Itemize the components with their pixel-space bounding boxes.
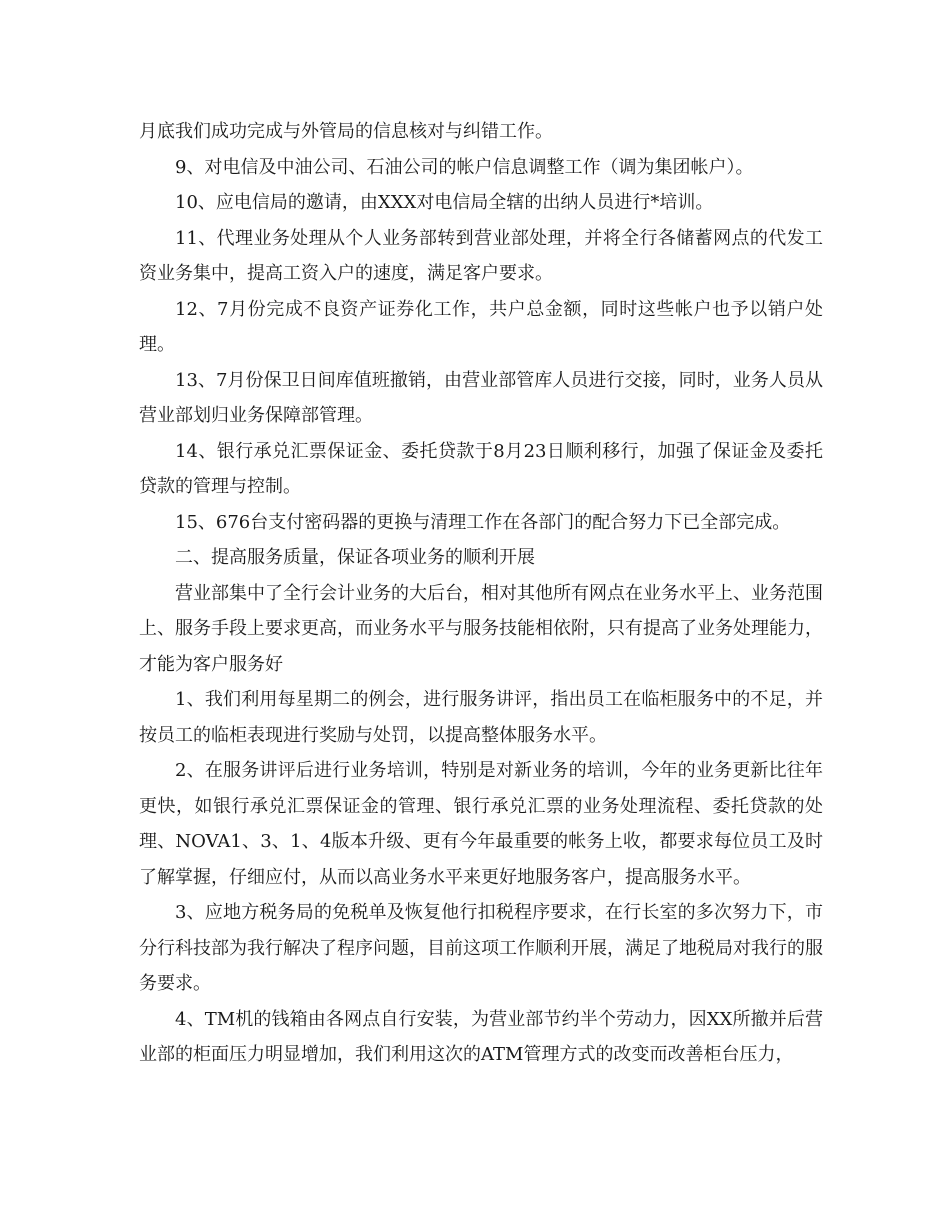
paragraph-12: 3、应地方税务局的免税单及恢复他行扣税程序要求，在行长室的多次努力下，市分行科技部为我行解决了程序问题，目前这项工作顺利开展，满足了地税局对我行的服务要求。 [139, 902, 823, 994]
paragraph-5: 13、7月份保卫日间库值班撤销，由营业部管库人员进行交接，同时，业务人员从营业部划归业务保障部管理。 [139, 369, 823, 426]
paragraph-13: 4、TM机的钱箱由各网点自行安装，为营业部节约半个劳动力，因XX所撤并后营业部的柜面压力明显增加，我们利用这次的ATM管理方式的改变而改善柜台压力， [139, 1008, 823, 1065]
document-body [139, 114, 823, 1073]
paragraph-3: 11、代理业务处理从个人业务部转到营业部处理，并将全行各储蓄网点的代发工资业务集中，提高工资入户的速度，满足客户要求。 [139, 227, 823, 284]
paragraph-6: 14、银行承兑汇票保证金、委托贷款于8月23日顺利移行，加强了保证金及委托贷款的管理与控制。 [139, 440, 823, 497]
paragraph-4: 12、7月份完成不良资产证券化工作，共户总金额，同时这些帐户也予以销户处理。 [139, 298, 823, 355]
section-heading: 二、提高服务质量，保证各项业务的顺利开展 [175, 547, 535, 568]
paragraph-10: 1、我们利用每星期二的例会，进行服务讲评，指出员工在临柜服务中的不足，并按员工的临柜表现进行奖励与处罚，以提高整体服务水平。 [139, 689, 823, 746]
paragraph-7: 15、676台支付密码器的更换与清理工作在各部门的配合努力下已全部完成。 [175, 511, 791, 533]
paragraph-0: 月底我们成功完成与外管局的信息核对与纠错工作。 [139, 121, 553, 142]
paragraph-1: 9、对电信及中油公司、石油公司的帐户信息调整工作（调为集团帐户）。 [175, 156, 754, 178]
paragraph-11: 2、在服务讲评后进行业务培训，特别是对新业务的培训，今年的业务更新比往年更快，如银行承兑汇票保证金的管理、银行承兑汇票的业务处理流程、委托贷款的处理、NOVA1、3、1、4版本升级、更有今年最重要的帐务上收，都要求每位员工及时了解掌握，仔细应付，从而以高业务水平来更好地服务客户，提高服务水平。 [139, 760, 823, 888]
paragraph-2: 10、应电信局的邀请，由XXX对电信局全辖的出纳人员进行*培训。 [175, 192, 714, 213]
paragraph-9: 营业部集中了全行会计业务的大后台，相对其他所有网点在业务水平上、业务范围上、服务手段上要求更高，而业务水平与服务技能相依附，只有提高了业务处理能力，才能为客户服务好 [139, 582, 823, 675]
